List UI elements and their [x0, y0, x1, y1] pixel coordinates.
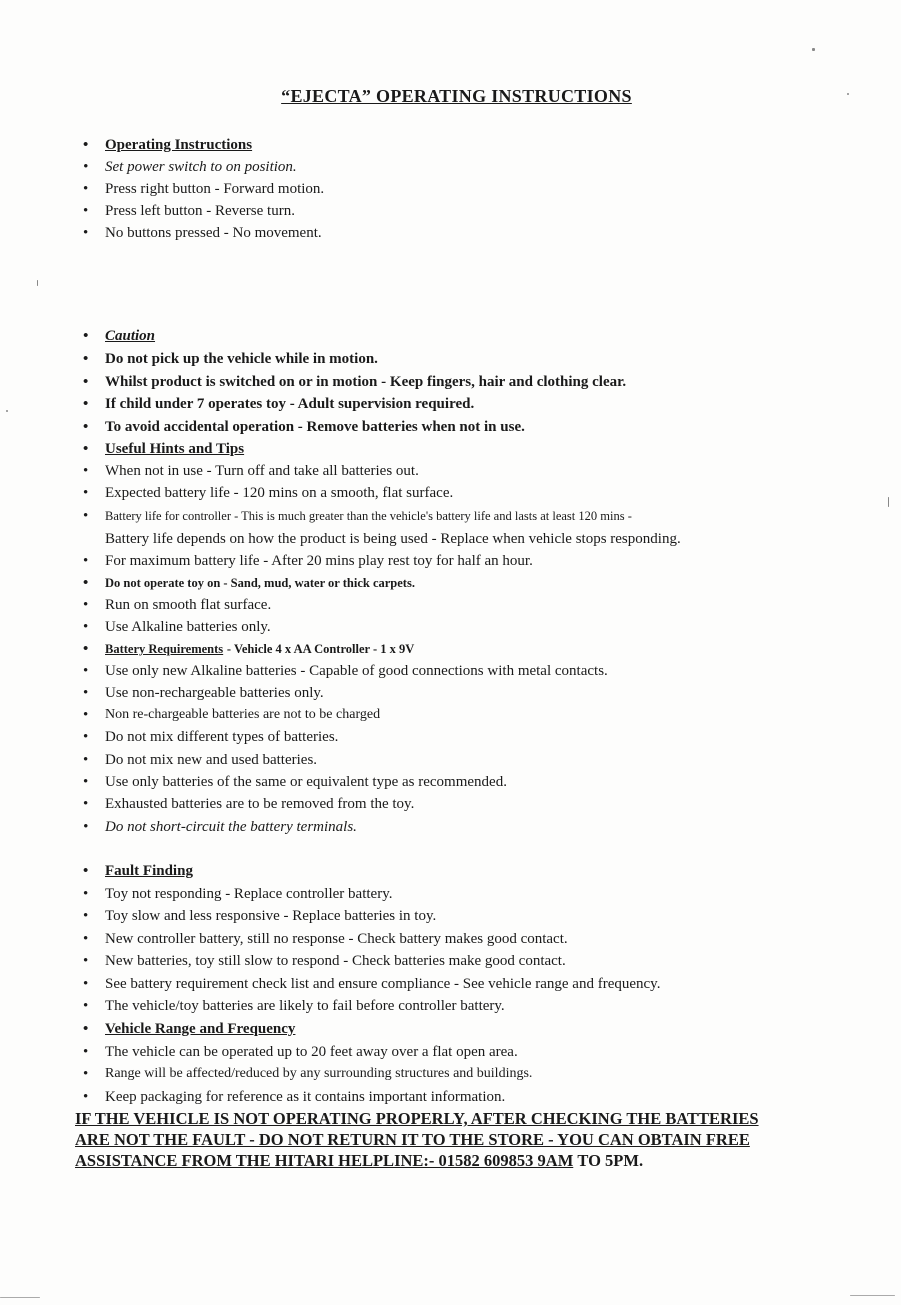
- scan-edge: [0, 1297, 40, 1298]
- list-item: • Run on smooth flat surface.: [83, 597, 272, 613]
- list-item: • Exhausted batteries are to be removed from the toy.: [83, 796, 415, 812]
- list-item: • The vehicle can be operated up to 20 feet away over a flat open area.: [83, 1044, 518, 1060]
- list-item: • For maximum battery life - After 20 mins play rest toy for half an hour.: [83, 553, 533, 569]
- list-item: • To avoid accidental operation - Remove batteries when not in use.: [83, 419, 525, 435]
- section-heading-hints: • Useful Hints and Tips: [83, 441, 245, 457]
- list-item: • Keep packaging for reference as it contains important information.: [83, 1089, 506, 1105]
- section-heading-fault: • Fault Finding: [83, 863, 193, 879]
- scan-speck: [888, 497, 889, 507]
- list-item: • Expected battery life - 120 mins on a smooth, flat surface.: [83, 485, 454, 501]
- list-item: • Press left button - Reverse turn.: [83, 203, 295, 219]
- list-item: • Press right button - Forward motion.: [83, 181, 325, 197]
- list-item: • Use only batteries of the same or equivalent type as recommended.: [83, 774, 507, 790]
- scan-edge: [850, 1295, 895, 1296]
- list-item: • Do not short-circuit the battery terminals.: [83, 819, 357, 835]
- list-item: • Do not operate toy on - Sand, mud, water or thick carpets.: [83, 575, 415, 591]
- list-item: • When not in use - Turn off and take all batteries out.: [83, 463, 419, 479]
- list-item: • The vehicle/toy batteries are likely to fail before controller battery.: [83, 998, 505, 1014]
- list-item: • Do not mix new and used batteries.: [83, 752, 318, 768]
- list-item: • Toy slow and less responsive - Replace batteries in toy.: [83, 908, 437, 924]
- list-item: • See battery requirement check list and ensure compliance - See vehicle range and frequency.: [83, 976, 661, 992]
- list-item: • Toy not responding - Replace controller battery.: [83, 886, 393, 902]
- list-item: • Use only new Alkaline batteries - Capable of good connections with metal contacts.: [83, 663, 608, 679]
- section-heading-range: • Vehicle Range and Frequency: [83, 1021, 296, 1037]
- list-item: • Do not pick up the vehicle while in motion.: [83, 351, 378, 367]
- section-heading-caution: • Caution: [83, 328, 156, 344]
- list-item: • Non re-chargeable batteries are not to be charged: [83, 707, 381, 723]
- list-item: • Battery life for controller - This is much greater than the vehicle's battery life and lasts at least 120 mins -: [83, 508, 632, 524]
- list-item: • Use Alkaline batteries only.: [83, 619, 271, 635]
- notice-line: ASSISTANCE FROM THE HITARI HELPLINE:- 01582 609853 9AM TO 5PM.: [75, 1151, 644, 1170]
- list-item: • If child under 7 operates toy - Adult supervision required.: [83, 396, 475, 412]
- list-item-continuation: Battery life depends on how the product is being used - Replace when vehicle stops responding.: [105, 531, 681, 547]
- list-item: • Range will be affected/reduced by any surrounding structures and buildings.: [83, 1066, 533, 1082]
- notice-line: IF THE VEHICLE IS NOT OPERATING PROPERLY, AFTER CHECKING THE BATTERIES: [75, 1109, 759, 1128]
- list-item: • New batteries, toy still slow to respond - Check batteries make good contact.: [83, 953, 566, 969]
- scan-speck: [37, 280, 38, 286]
- list-item: • No buttons pressed - No movement.: [83, 225, 322, 241]
- list-item: • New controller battery, still no response - Check battery makes good contact.: [83, 931, 568, 947]
- notice-line: ARE NOT THE FAULT - DO NOT RETURN IT TO THE STORE - YOU CAN OBTAIN FREE: [75, 1130, 750, 1149]
- list-item: • Set power switch to on position.: [83, 159, 297, 175]
- helpline-notice: [75, 1108, 861, 1171]
- section-heading-battery: • Battery Requirements - Vehicle 4 x AA Controller - 1 x 9V: [83, 641, 415, 657]
- list-item: • Use non-rechargeable batteries only.: [83, 685, 324, 701]
- scan-speck: [6, 410, 8, 412]
- list-item: • Whilst product is switched on or in motion - Keep fingers, hair and clothing clear.: [83, 374, 627, 390]
- page-title: “EJECTA” OPERATING INSTRUCTIONS: [281, 86, 632, 106]
- section-heading-operating: • Operating Instructions: [83, 137, 253, 153]
- scan-speck: [812, 48, 815, 51]
- list-item: • Do not mix different types of batteries.: [83, 729, 339, 745]
- scan-speck: [847, 93, 849, 95]
